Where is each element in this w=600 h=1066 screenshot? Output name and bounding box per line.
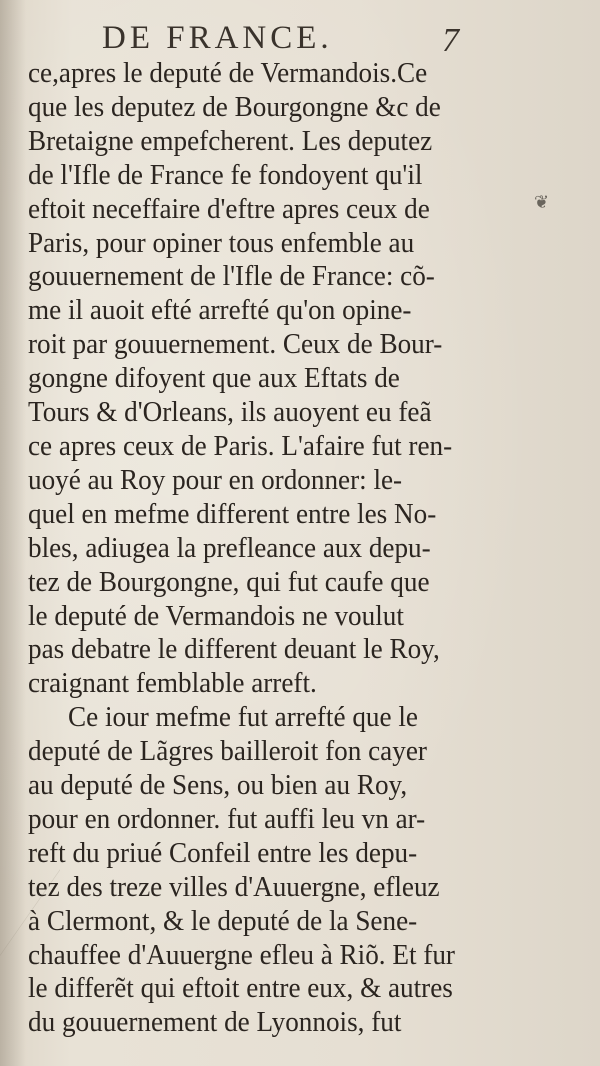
running-head [102,20,462,60]
text-line: ce apres ceux de Paris. L'afaire fut ren- [28,430,453,462]
text-line: gouuernement de l'Ifle de France: cõ- [28,261,435,293]
text-line: Tours & d'Orleans, ils auoyent eu feã [28,397,432,429]
text-line: quel en mefme different entre les No- [28,498,437,530]
text-line: craignant femblable arreft. [28,668,317,700]
text-line: chauffee d'Auuergne efleu à Riõ. Et fur [28,939,455,971]
text-line: pas debatre le different deuant le Roy, [28,634,440,666]
text-line: le deputé de Vermandois ne voulut [28,600,404,632]
text-line: que les deputez de Bourgongne &c de [28,91,441,123]
text-line: eftoit neceffaire d'eftre apres ceux de [28,193,430,225]
margin-ornament: ❦ [534,192,550,212]
text-line: à Clermont, & le deputé de la Sene- [28,905,418,937]
text-line: deputé de Lãgres bailleroit fon cayer [28,736,427,768]
gutter-shadow [0,0,26,1066]
text-line: tez de Bourgongne, qui fut caufe que [28,566,430,598]
text-line: roit par gouuernement. Ceux de Bour- [28,329,443,361]
text-line: pour en ordonner. fut auffi leu vn ar- [28,803,426,835]
running-title: DE FRANCE. [102,20,333,56]
text-line: bles, adiugea la prefleance aux depu- [28,532,431,564]
text-line: tez des treze villes d'Auuergne, efleuz [28,871,440,903]
text-line: Ce iour mefme fut arrefté que le [68,702,418,734]
text-line: gongne difoyent que aux Eftats de [28,363,400,395]
text-line: le differẽt qui eftoit entre eux, & autres [28,973,453,1005]
body-text [28,57,498,1040]
text-line: ce,apres le deputé de Vermandois.Ce [28,58,428,89]
text-line: de l'Ifle de France fe fondoyent qu'il [28,159,423,191]
page-number: 7 [442,22,459,59]
text-line: me il auoit efté arrefté qu'on opine- [28,295,412,327]
text-line: Paris, pour opiner tous enfemble au [28,227,415,259]
text-line: reft du priué Confeil entre les depu- [28,837,418,869]
text-line: du gouuernement de Lyonnois, fut [28,1007,402,1039]
text-line: Bretaigne empefcherent. Les deputez [28,125,433,157]
text-line: uoyé au Roy pour en ordonner: le- [28,464,403,496]
text-line: au deputé de Sens, ou bien au Roy, [28,770,408,802]
